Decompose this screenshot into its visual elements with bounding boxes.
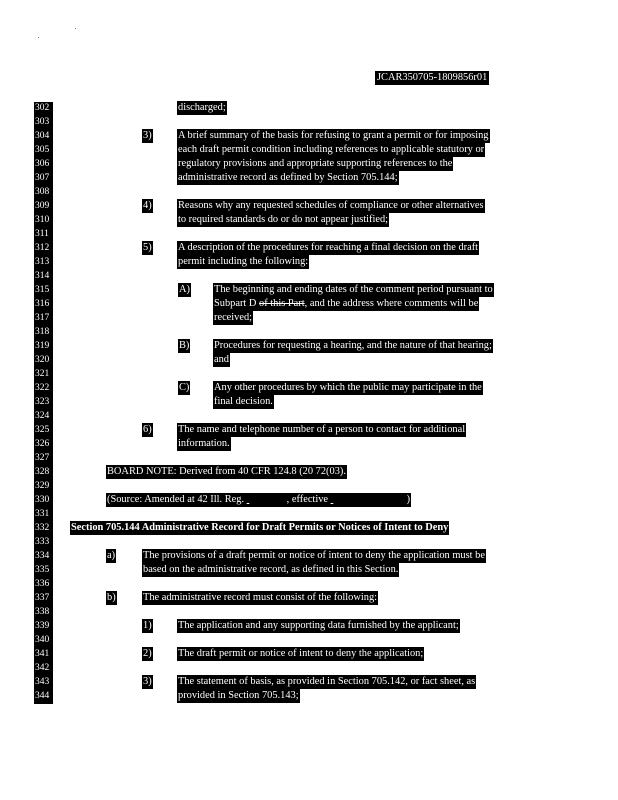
section-b3-line-1: The statement of basis, as provided in Section 705.142, or fact sheet, as: [178, 676, 476, 687]
text-discharged: discharged;: [178, 102, 226, 113]
line-number: 344: [34, 690, 53, 704]
line-number: 317: [34, 312, 53, 326]
scan-speck: [38, 37, 39, 38]
line-number: 322: [34, 382, 53, 396]
line-number: 325: [34, 424, 53, 438]
line-number: 311: [34, 228, 53, 242]
item-a-line-2-pre: Subpart D: [214, 298, 260, 309]
line-number: 320: [34, 354, 53, 368]
item-4-line-1: Reasons why any requested schedules of compliance or other alternatives: [178, 200, 484, 211]
item-5-line-2: permit including the following:: [178, 256, 309, 267]
source-blank-register: [247, 493, 287, 507]
document-code: JCAR350705-1809856r01: [377, 72, 488, 83]
line-number: 307: [34, 172, 53, 186]
line-number: 332: [34, 522, 53, 536]
section-b-label: b): [107, 592, 116, 603]
line-number: 304: [34, 130, 53, 144]
line-number: 306: [34, 158, 53, 172]
item-a-line-3: received;: [214, 312, 253, 323]
item-3-line-1: A brief summary of the basis for refusing to grant a permit or for imposing: [178, 130, 489, 141]
line-number: 313: [34, 256, 53, 270]
item-3-line-4: administrative record as defined by Section 705.144;: [178, 172, 398, 183]
item-6-line-1: The name and telephone number of a person to contact for additional: [178, 424, 466, 435]
line-number: 309: [34, 200, 53, 214]
line-number: 342: [34, 662, 53, 676]
item-c-label: C): [179, 382, 190, 393]
line-number: 340: [34, 634, 53, 648]
item-a-line-2-post: , and the address where comments will be: [304, 298, 479, 309]
line-number: 315: [34, 284, 53, 298]
line-number: 341: [34, 648, 53, 662]
line-number: 319: [34, 340, 53, 354]
section-a-label: a): [107, 550, 116, 561]
item-c-line-2: final decision.: [214, 396, 273, 407]
line-number: 314: [34, 270, 53, 284]
item-4-label: 4): [143, 200, 152, 211]
line-number: 323: [34, 396, 53, 410]
item-3-label: 3): [143, 130, 152, 141]
item-b-label: B): [179, 340, 190, 351]
item-a-line-2: [213, 297, 479, 311]
section-b1-line: The application and any supporting data furnished by the applicant;: [178, 620, 459, 631]
line-number: 337: [34, 592, 53, 606]
item-a-label: A): [179, 284, 190, 295]
source-line: [106, 493, 411, 507]
line-number: 329: [34, 480, 53, 494]
item-3-line-2: each draft permit condition including references to applicable statutory or: [178, 144, 485, 155]
line-number: 333: [34, 536, 53, 550]
line-number: 334: [34, 550, 53, 564]
line-number: 330: [34, 494, 53, 508]
item-4-line-2: to required standards do or do not appear justified;: [178, 214, 389, 225]
line-number: 321: [34, 368, 53, 382]
item-c-line-1: Any other procedures by which the public may participate in the: [214, 382, 482, 393]
line-number: 327: [34, 452, 53, 466]
item-5-line-1: A description of the procedures for reaching a final decision on the draft: [178, 242, 479, 253]
section-b2-label: 2): [143, 648, 152, 659]
source-prefix: (Source: Amended at 42 Ill. Reg.: [107, 494, 247, 505]
item-5-label: 5): [143, 242, 152, 253]
line-number: 339: [34, 620, 53, 634]
section-b3-label: 3): [143, 676, 152, 687]
item-a-line-1: The beginning and ending dates of the comment period pursuant to: [214, 284, 493, 295]
line-number: 318: [34, 326, 53, 340]
item-b-line-1: Procedures for requesting a hearing, and the nature of that hearing;: [214, 340, 492, 351]
line-number: 328: [34, 466, 53, 480]
item-a-struck-text: of this Part: [259, 298, 305, 309]
section-a-line-1: The provisions of a draft permit or notice of intent to deny the application must be: [143, 550, 485, 561]
line-number: 343: [34, 676, 53, 690]
line-number: 302: [34, 102, 53, 116]
item-6-line-2: information.: [178, 438, 230, 449]
item-3-line-3: regulatory provisions and appropriate supporting references to the: [178, 158, 453, 169]
section-b1-label: 1): [143, 620, 152, 631]
line-number: 303: [34, 116, 53, 130]
source-middle: , effective: [286, 494, 331, 505]
section-b2-line: The draft permit or notice of intent to deny the application;: [178, 648, 424, 659]
line-number: 312: [34, 242, 53, 256]
line-number: 316: [34, 298, 53, 312]
section-b3-line-2: provided in Section 705.143;: [178, 690, 299, 701]
item-6-label: 6): [143, 424, 152, 435]
section-title: Section 705.144 Administrative Record for Draft Permits or Notices of Intent to Deny: [71, 522, 449, 533]
scan-speck: [75, 28, 76, 29]
line-number: 338: [34, 606, 53, 620]
section-b-line: The administrative record must consist of the following:: [143, 592, 378, 603]
board-note: BOARD NOTE: Derived from 40 CFR 124.8 (20 72(03).: [107, 466, 346, 477]
source-blank-date: [331, 493, 407, 507]
line-number: 326: [34, 438, 53, 452]
line-number: 335: [34, 564, 53, 578]
item-b-line-2: and: [214, 354, 230, 365]
line-number: 336: [34, 578, 53, 592]
line-number: 308: [34, 186, 53, 200]
source-suffix: ): [406, 494, 411, 505]
line-number: 331: [34, 508, 53, 522]
line-number: 310: [34, 214, 53, 228]
section-a-line-2: based on the administrative record, as defined in this Section.: [143, 564, 399, 575]
line-number: 324: [34, 410, 53, 424]
line-number: 305: [34, 144, 53, 158]
